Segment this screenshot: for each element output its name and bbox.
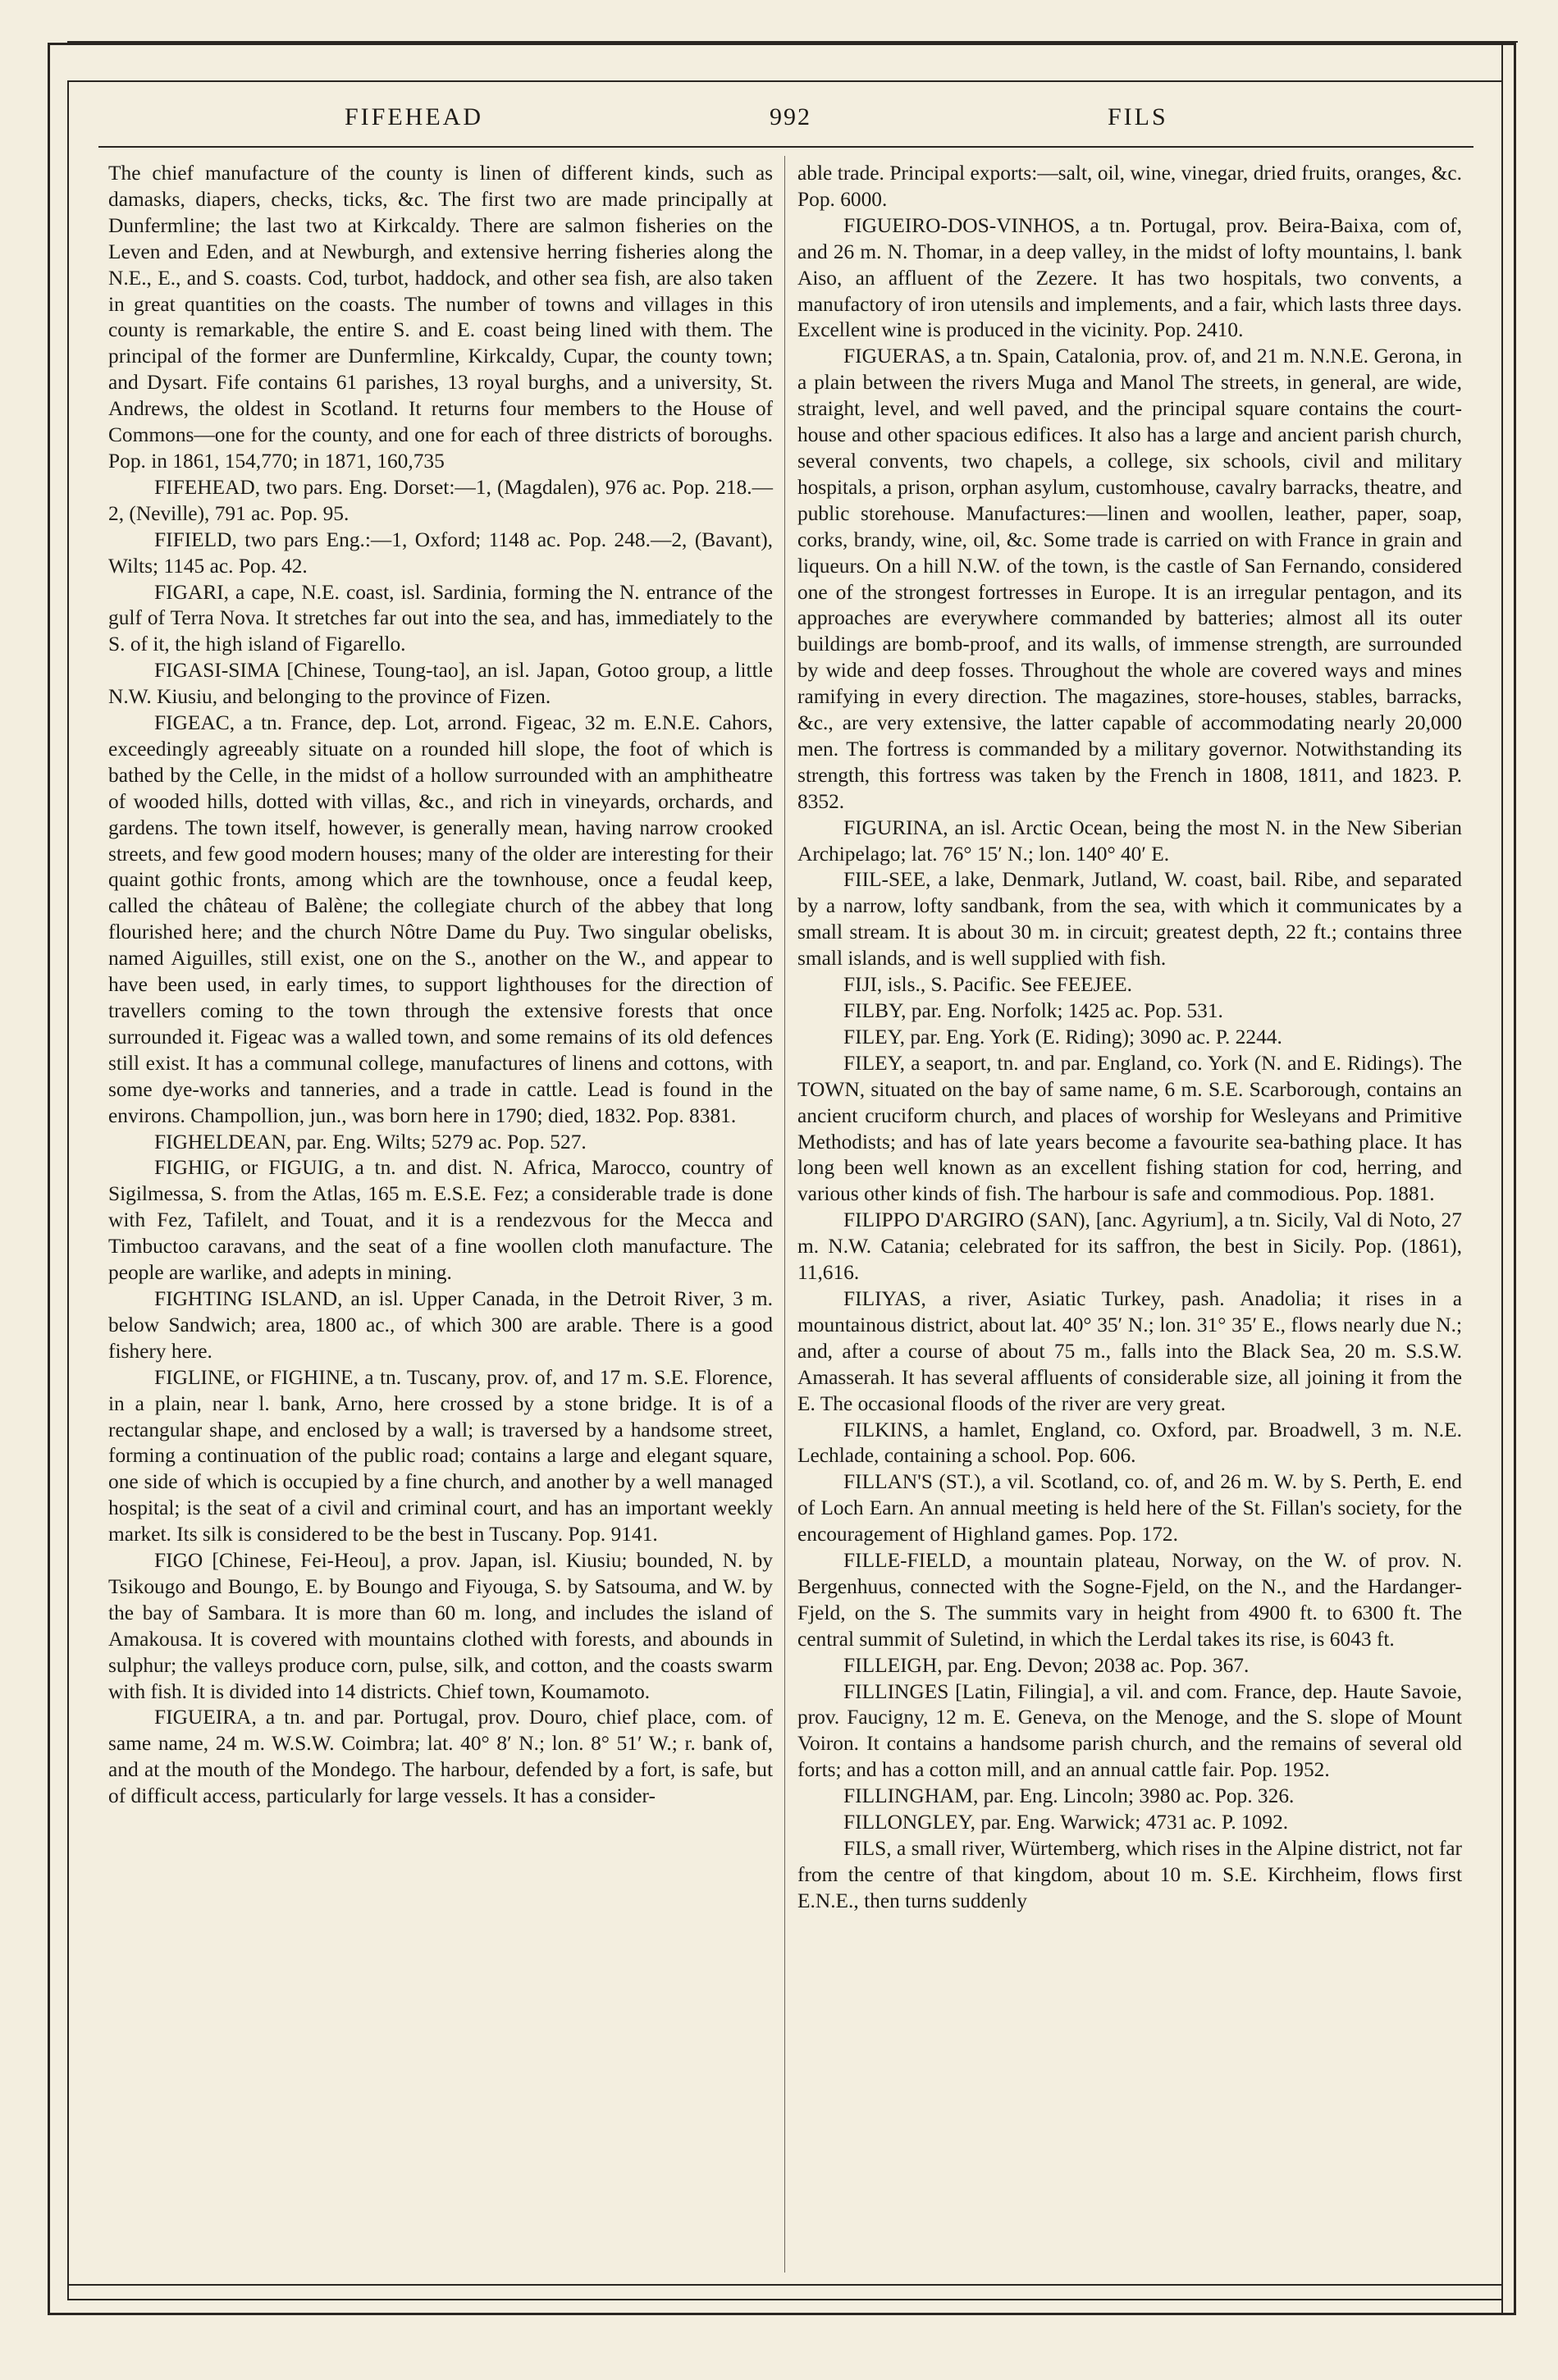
entry-figasi-sima: FIGASI-SIMA [Chinese, Toung-tao], an isl. Japan, Gotoo group, a little N.W. Kiusiu, and belonging to the province of Fizen.	[108, 659, 773, 709]
bottom-rule	[67, 2284, 1503, 2286]
entry-paragraph: able trade. Principal exports:—salt, oil, wine, vinegar, dried fruits, oranges, &c. Pop. 6000.	[797, 162, 1462, 211]
entry-filkins: FILKINS, a hamlet, England, co. Oxford, par. Broadwell, 3 m. N.E. Lechlade, containing a school. Pop. 606.	[797, 1418, 1462, 1468]
header-last-entry: FILS	[1108, 103, 1168, 130]
left-column	[108, 161, 773, 1810]
entry-fifehead: FIFEHEAD, two pars. Eng. Dorset:—1, (Magdalen), 976 ac. Pop. 218.—2, (Neville), 791 ac. Pop. 95.	[108, 475, 773, 525]
entry-filey-seaport: FILEY, a seaport, tn. and par. England, co. York (N. and E. Ridings). The TOWN, situated on the bay of same name, 6 m. S.E. Scarborough, contains an ancient cruciform church, and places of worship for Wesleyans and Primitive Methodists; and has of late years become a favourite sea-bathing place. It has long been well known as an excellent fishing station for cod, herring, and various other kinds of fish. The harbour is safe and commodious. Pop. 1881.	[797, 1051, 1462, 1206]
entry-paragraph: The chief manufacture of the county is linen of different kinds, such as damasks, diapers, checks, ticks, &c. The first two are made principally at Dunfermline; the last two at Kirkcaldy. There are salmon fisheries on the Leven and Eden, and at Newburgh, and extensive herring fisheries along the N.E., E., and S. coasts. Cod, turbot, haddock, and other sea fish, are also taken in great quantities on the coasts. The number of towns and villages in this county is remarkable, the entire S. and E. coast being lined with them. The principal of the former are Dunfermline, Kirkcaldy, Cupar, the county town; and Dysart. Fife contains 61 parishes, 13 royal burghs, and a university, St. Andrews, the oldest in Scotland. It returns four members to the House of Commons—one for the county, and one for each of three districts of boroughs. Pop. in 1861, 154,770; in 1871, 160,735	[108, 162, 773, 473]
entry-figheldean: FIGHELDEAN, par. Eng. Wilts; 5279 ac. Pop. 527.	[154, 1130, 587, 1153]
right-column	[797, 161, 1462, 1915]
entry-figo: FIGO [Chinese, Fei-Heou], a prov. Japan, isl. Kiusiu; bounded, N. by Tsikougo and Boungo, E. by Boungo and Fiyouga, S. by Satsouma, and W. by the bay of Sambara. It is more than 60 m. long, and includes the island of Amakousa. It is covered with mountains clothed with forests, and abounds in sulphur; the valleys produce corn, pulse, silk, and cotton, and the coasts swarm with fish. It is divided into 14 districts. Chief town, Koumamoto.	[108, 1549, 773, 1703]
entry-figueira: FIGUEIRA, a tn. and par. Portugal, prov. Douro, chief place, com. of same name, 24 m. W.S.W. Coimbra; lat. 40° 8′ N.; lon. 8° 51′ W.; r. bank of, and at the mouth of the Mondego. The harbour, defended by a fort, is safe, but of difficult access, particularly for large vessels. It has a consider-	[108, 1706, 773, 1808]
entry-fillans: FILLAN'S (ST.), a vil. Scotland, co. of, and 26 m. W. by S. Perth, E. end of Loch Earn. An annual meeting is held here of the St. Fillan's society, for the encouragement of Highland games. Pop. 172.	[797, 1470, 1462, 1546]
page-border-right-strip	[1501, 43, 1518, 2315]
entry-figurina: FIGURINA, an isl. Arctic Ocean, being the most N. in the New Siberian Archipelago; lat. 76° 15′ N.; lon. 140° 40′ E.	[797, 815, 1462, 866]
entry-figari: FIGARI, a cape, N.E. coast, isl. Sardinia, forming the N. entrance of the gulf of Terra Nova. It stretches far out into the sea, and has, immediately to the S. of it, the high island of Figarello.	[108, 580, 773, 656]
column-divider	[784, 156, 785, 2273]
entry-figline: FIGLINE, or FIGHINE, a tn. Tuscany, prov. of, and 17 m. S.E. Florence, in a plain, near l. bank, Arno, here crossed by a stone bridge. It is of a rectangular shape, and enclosed by a wall; is traversed by a handsome street, forming a continuation of the public road; contains a large and elegant square, one side of which is occupied by a fine church, and another by a well managed hospital; is the seat of a civil and criminal court, and has an important weekly market. Its silk is considered to be the best in Tuscany. Pop. 9141.	[108, 1365, 773, 1546]
entry-fighig: FIGHIG, or FIGUIG, a tn. and dist. N. Africa, Marocco, country of Sigilmessa, S. from the Atlas, 165 m. E.S.E. Fez; a considerable trade is done with Fez, Tafilelt, and Touat, and it is a rendezvous for the Mecca and Timbuctoo caravans, and the seat of a fine woollen cloth manufacture. The people are warlike, and adepts in mining.	[108, 1156, 773, 1285]
page-number: 992	[770, 103, 811, 130]
entry-filiyas: FILIYAS, a river, Asiatic Turkey, pash. Anadolia; it rises in a mountainous district, about lat. 40° 35′ N.; lon. 31° 35′ E., flows nearly due N.; and, after a course of about 75 m., falls into the Black Sea, 20 m. S.S.W. Amasserah. It has several affluents of considerable size, all joining it from the E. The occasional floods of the river are very great.	[797, 1286, 1462, 1415]
entry-fiji: FIJI, isls., S. Pacific. See FEEJEE.	[843, 973, 1132, 997]
entry-fillinges: FILLINGES [Latin, Filingia], a vil. and com. France, dep. Haute Savoie, prov. Faucigny, 12 m. E. Geneva, on the Menoge, and the S. slope of Mount Voiron. It contains a handsome parish church, and the remains of several old forts; and has a cotton mill, and an annual cattle fair. Pop. 1952.	[797, 1679, 1462, 1782]
entry-fillingham: FILLINGHAM, par. Eng. Lincoln; 3980 ac. Pop. 326.	[843, 1784, 1295, 1808]
entry-fiil-see: FIIL-SEE, a lake, Denmark, Jutland, W. coast, bail. Ribe, and separated by a narrow, lofty sandbank, from the sea, with which it communicates by a small stream. It is about 30 m. in circuit; greatest depth, 22 ft.; contains three small islands, and is well supplied with fish.	[797, 868, 1462, 971]
entry-figueras: FIGUERAS, a tn. Spain, Catalonia, prov. of, and 21 m. N.N.E. Gerona, in a plain between the rivers Muga and Manol The streets, in general, are wide, straight, level, and well paved, and the principal square contains the court-house and other spacious edifices. It also has a large and ancient parish church, several convents, two chapels, a college, six schools, civil and military hospitals, a prison, orphan asylum, customhouse, cavalry barracks, theatre, and public storehouse. Manufactures:—linen and woollen, leather, paper, soap, corks, brandy, wine, oil, &c. Some trade is carried on with France in grain and liqueurs. On a hill N.W. of the town, is the castle of San Fernando, considered one of the strongest fortresses in Europe. It is an irregular pentagon, and its approaches are everywhere commanded by batteries; almost all its outer buildings are bomb-proof, and its walls, of immense strength, are surrounded by wide and deep fosses. Throughout the whole are covered ways and mines ramifying in every direction. The magazines, store-houses, stables, barracks, &c., are very extensive, the latter capable of accommodating nearly 20,000 men. The fortress is commanded by a military governor. Notwithstanding its strength, this fortress was taken by the French in 1808, 1811, and 1823. P. 8352.	[797, 345, 1462, 813]
entry-filippo: FILIPPO D'ARGIRO (SAN), [anc. Agyrium], a tn. Sicily, Val di Noto, 27 m. N.W. Catania; celebrated for its saffron, the best in Sicily. Pop. (1861), 11,616.	[797, 1208, 1462, 1285]
entry-fifield: FIFIELD, two pars Eng.:—1, Oxford; 1148 ac. Pop. 248.—2, (Bavant), Wilts; 1145 ac. Pop. 42.	[108, 528, 773, 578]
header-first-entry: FIFEHEAD	[345, 103, 484, 130]
entry-fils: FILS, a small river, Würtemberg, which rises in the Alpine district, not far from the centre of that kingdom, about 10 m. S.E. Kirchheim, flows first E.N.E., then turns suddenly	[797, 1837, 1462, 1912]
entry-fighting-island: FIGHTING ISLAND, an isl. Upper Canada, in the Detroit River, 3 m. below Sandwich; area, 1800 ac., of which 300 are arable. There is a good fishery here.	[108, 1286, 773, 1363]
entry-figeac: FIGEAC, a tn. France, dep. Lot, arrond. Figeac, 32 m. E.N.E. Cahors, exceedingly agreeably situate on a rounded hill slope, the foot of which is bathed by the Celle, in the midst of a hollow surrounded with an amphitheatre of wooded hills, dotted with villas, &c., and rich in vineyards, orchards, and gardens. The town itself, however, is generally mean, having narrow crooked streets, and few good modern houses; many of the older are interesting for their quaint gothic fronts, among which are the townhouse, once a feudal keep, called the château of Balène; the collegiate church of the abbey that long flourished here; and the church Nôtre Dame du Puy. Two singular obelisks, named Aiguilles, still exist, one on the S., another on the W., and appear to have been used, in early times, to support lighthouses for the direction of travellers coming to the town through the extensive forests that once surrounded it. Figeac was a walled town, and some remains of its old defences still exist. It has a communal college, manufactures of linens and cottons, with some dye-works and tanneries, and a trade in cattle. Lead is found in the environs. Champollion, jun., was born here in 1790; died, 1832. Pop. 8381.	[108, 711, 773, 1127]
entry-filleigh: FILLEIGH, par. Eng. Devon; 2038 ac. Pop. 367.	[843, 1653, 1250, 1677]
entry-fillongley: FILLONGLEY, par. Eng. Warwick; 4731 ac. P. 1092.	[843, 1811, 1289, 1834]
entry-figueiro-dos-vinhos: FIGUEIRO-DOS-VINHOS, a tn. Portugal, prov. Beira-Baixa, com of, and 26 m. N. Thomar, in a deep valley, in the midst of lofty mountains, l. bank Aiso, an affluent of the Zezere. It has two hospitals, two convents, a manufactory of iron utensils and implements, and a fair, which lasts three days. Excellent wine is produced in the vicinity. Pop. 2410.	[797, 213, 1462, 342]
entry-fille-field: FILLE-FIELD, a mountain plateau, Norway, on the W. of prov. N. Bergenhuus, connected with the Sogne-Fjeld, on the N., and the Hardanger-Fjeld, on the S. The summits vary in height from 4900 ft. to 6300 ft. The central summit of Suletind, in which the Lerdal takes its rise, is 6043 ft.	[797, 1549, 1462, 1651]
entry-filby: FILBY, par. Eng. Norfolk; 1425 ac. Pop. 531.	[843, 999, 1223, 1022]
header-rule	[98, 146, 1473, 148]
running-header	[98, 103, 1473, 144]
entry-filey-par: FILEY, par. Eng. York (E. Riding); 3090 ac. P. 2244.	[843, 1025, 1282, 1048]
